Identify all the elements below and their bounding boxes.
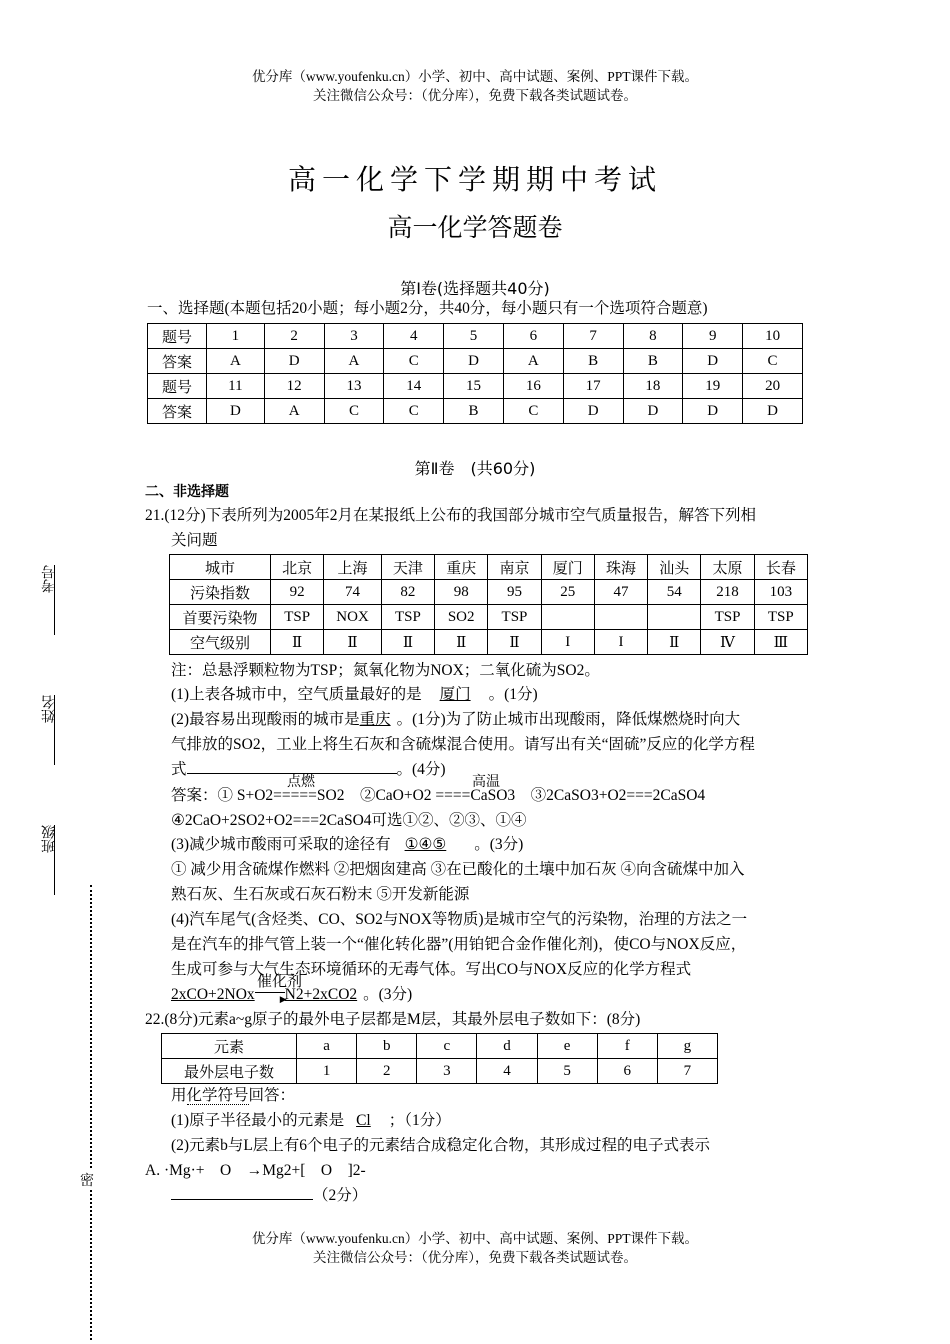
table-cell: 汕头 <box>648 555 701 580</box>
q21-4-answer: 2xCO+2NOx ▶ N2+2xCO2 。(3分) <box>171 986 413 1004</box>
table-cell: 47 <box>594 580 647 605</box>
question-text: (1)原子半径最小的元素是 <box>171 1112 345 1129</box>
answer-line-2: ④2CaO+2SO2+O2===2CaSO4可选①②、②③、①④ <box>171 812 527 829</box>
table-cell: Ⅱ <box>648 630 701 655</box>
table-cell: 1 <box>297 1059 357 1084</box>
answer-text: N2+2xCO2 <box>284 986 358 1003</box>
sidebar-class-line <box>54 825 55 895</box>
table-cell: 北京 <box>271 555 324 580</box>
question-text: ；（1分） <box>388 1112 451 1129</box>
table-cell: 16 <box>503 374 563 399</box>
table-cell: 厦门 <box>541 555 594 580</box>
table-cell: 18 <box>623 374 683 399</box>
q21-3-options-2: 熟石灰、生石灰或石灰石粉末 ⑤开发新能源 <box>171 886 470 903</box>
q22-2: (2)元素b与L层上有6个电子的元素结合成稳定化合物，其形成过程的电子式表示 <box>171 1137 711 1154</box>
table-row <box>148 399 803 424</box>
table-cell: 南京 <box>488 555 541 580</box>
table-cell: D <box>683 349 743 374</box>
condition-catalyst: 催化剂 <box>257 974 303 990</box>
question-text: 。(1分)为了防止城市出现酸雨，降低煤燃烧时向大 <box>396 711 741 728</box>
table-cell: B <box>563 349 623 374</box>
table-cell: I <box>594 630 647 655</box>
table-cell: TSP <box>754 605 807 630</box>
q21-text-1: 21.(12分)下表所列为2005年2月在某报纸上公布的我国部分城市空气质量报告，解答下列相 <box>145 507 756 524</box>
table-cell: 82 <box>381 580 434 605</box>
table-cell <box>648 605 701 630</box>
table-cell: f <box>597 1034 657 1059</box>
table-header: 空气级别 <box>170 630 271 655</box>
sidebar-exam-no-line <box>54 565 55 635</box>
table-cell: c <box>417 1034 477 1059</box>
table-cell: d <box>477 1034 537 1059</box>
table-cell: D <box>207 399 265 424</box>
seal-line <box>90 885 92 1340</box>
table-cell: 2 <box>264 324 324 349</box>
table-cell: 5 <box>537 1059 597 1084</box>
answer-text: 重庆 <box>359 711 391 728</box>
condition-ignite: 点燃 <box>287 775 315 790</box>
table-cell: 17 <box>563 374 623 399</box>
table-cell: NOX <box>324 605 382 630</box>
element-table <box>161 1033 718 1084</box>
sidebar-name-line <box>54 695 55 765</box>
table-cell: 98 <box>435 580 488 605</box>
table-cell: 9 <box>683 324 743 349</box>
table-cell: C <box>384 399 444 424</box>
table-cell: A <box>503 349 563 374</box>
table-cell: 13 <box>324 374 384 399</box>
table-cell: TSP <box>271 605 324 630</box>
table-cell: 3 <box>417 1059 477 1084</box>
table-cell: C <box>324 399 384 424</box>
answer-blank <box>187 759 287 774</box>
part1-instruction: 一、选择题(本题包括20小题；每小题2分，共40分，每小题只有一个选项符合题意) <box>147 300 708 317</box>
answer-text: 2xCO+2NOx <box>171 986 255 1003</box>
table-cell: A <box>207 349 265 374</box>
table-cell: 7 <box>657 1059 717 1084</box>
sidebar-exam-no-label: 考号 <box>42 565 57 593</box>
table-row <box>148 349 803 374</box>
table-cell: 103 <box>754 580 807 605</box>
table-cell <box>594 605 647 630</box>
header-line-1: 优分库（www.youfenku.cn）小学、初中、高中试题、案例、PPT课件下载。 <box>251 69 699 84</box>
table-cell: 8 <box>623 324 683 349</box>
table-header: 题号 <box>148 374 207 399</box>
table-cell: TSP <box>488 605 541 630</box>
table-cell: 长春 <box>754 555 807 580</box>
table-cell: D <box>683 399 743 424</box>
table-row <box>170 630 808 655</box>
table-cell: D <box>444 349 504 374</box>
table-cell: 19 <box>683 374 743 399</box>
table-cell: 珠海 <box>594 555 647 580</box>
table-cell <box>541 605 594 630</box>
table-cell: SO2 <box>435 605 488 630</box>
table-cell: I <box>541 630 594 655</box>
table-cell: 7 <box>563 324 623 349</box>
question-text: 用 <box>171 1087 187 1104</box>
question-text: 式 <box>171 761 187 778</box>
table-row <box>148 374 803 399</box>
question-text: 化学符号 <box>186 1087 249 1104</box>
part1-heading: 第Ⅰ卷(选择题共40分) <box>400 279 550 298</box>
table-row <box>170 580 808 605</box>
header-line-2: 关注微信公众号：（优分库），免费下载各类试题试卷。 <box>313 88 637 103</box>
answer-line-1: 答案：① S+O2=====SO2 ②CaO+O2 ====CaSO3 ③2CaSO3+O2===2CaSO4 <box>171 787 706 804</box>
footer-line-1: 优分库（www.youfenku.cn）小学、初中、高中试题、案例、PPT课件下载。 <box>251 1231 699 1246</box>
table-cell: b <box>357 1034 417 1059</box>
table-header: 元素 <box>162 1034 297 1059</box>
q21-3 <box>171 834 523 856</box>
table-cell: g <box>657 1034 717 1059</box>
sidebar-name <box>40 695 60 723</box>
table-row <box>170 555 808 580</box>
table-cell: 25 <box>541 580 594 605</box>
table-cell: Ⅲ <box>754 630 807 655</box>
table-cell: A <box>264 399 324 424</box>
question-text: 回答： <box>248 1087 296 1104</box>
table-cell: Ⅱ <box>435 630 488 655</box>
table-cell: 10 <box>743 324 803 349</box>
table-cell: Ⅱ <box>488 630 541 655</box>
table-cell: D <box>623 399 683 424</box>
table-cell: C <box>743 349 803 374</box>
table-cell: Ⅳ <box>701 630 754 655</box>
part2-heading: 第Ⅱ卷 (共60分) <box>414 459 536 478</box>
answer-text: ①④⑤ <box>404 836 447 853</box>
city-air-quality-table <box>169 554 808 655</box>
table-cell: D <box>743 399 803 424</box>
table-cell: 重庆 <box>435 555 488 580</box>
table-cell: B <box>444 399 504 424</box>
table-cell: 4 <box>384 324 444 349</box>
table-header: 城市 <box>170 555 271 580</box>
answer-text: Cl <box>356 1112 371 1129</box>
table-cell: 74 <box>324 580 382 605</box>
q21-3-options-1: ① 减少用含硫煤作燃料 ②把烟囱建高 ③在已酸化的土壤中加石灰 ④向含硫煤中加入 <box>171 861 745 878</box>
answer-sheet-title: 高一化学答题卷 <box>387 213 563 242</box>
q21-4-line1: (4)汽车尾气(含烃类、CO、SO2与NOX等物质)是城市空气的污染物，治理的方法之一 <box>171 911 748 928</box>
sidebar-exam-no <box>40 565 60 593</box>
q22-1 <box>171 1110 451 1132</box>
answer-text: 厦门 <box>439 686 471 703</box>
q22-use-symbols <box>171 1085 295 1107</box>
footer-line-2: 关注微信公众号：（优分库），免费下载各类试题试卷。 <box>313 1250 637 1265</box>
q22-formula: A. ·Mg·+ O →Mg2+[ O ]2- <box>145 1162 366 1179</box>
seal-char: 密 <box>80 1170 94 1190</box>
table-cell: Ⅱ <box>324 630 382 655</box>
table-cell: C <box>503 399 563 424</box>
note-text: 注：总悬浮颗粒物为TSP；氮氧化物为NOX；二氧化硫为SO2。 <box>171 662 600 679</box>
table-cell: 3 <box>324 324 384 349</box>
question-text: 。(1分) <box>488 686 538 703</box>
sidebar-class <box>40 825 60 853</box>
exam-title: 高一化学下学期期中考试 <box>287 163 662 196</box>
table-cell: 天津 <box>381 555 434 580</box>
sidebar-class-label: 班级 <box>42 825 57 853</box>
table-cell: 2 <box>357 1059 417 1084</box>
table-cell: 92 <box>271 580 324 605</box>
question-text: (2)最容易出现酸雨的城市是 <box>171 711 360 728</box>
table-cell: 12 <box>264 374 324 399</box>
table-header: 首要污染物 <box>170 605 271 630</box>
table-cell: 11 <box>207 374 265 399</box>
table-cell: A <box>324 349 384 374</box>
table-row <box>162 1059 718 1084</box>
table-cell: 218 <box>701 580 754 605</box>
table-row <box>170 605 808 630</box>
table-row <box>148 324 803 349</box>
mc-answer-table <box>147 323 803 424</box>
table-cell: e <box>537 1034 597 1059</box>
table-header: 答案 <box>148 349 207 374</box>
table-cell: TSP <box>381 605 434 630</box>
q22-2-blank <box>171 1185 367 1207</box>
table-cell: D <box>264 349 324 374</box>
question-text: (3)减少城市酸雨可采取的途径有 <box>171 836 391 853</box>
q21-2 <box>171 709 740 731</box>
question-text: (1)上表各城市中，空气质量最好的是 <box>171 686 422 703</box>
condition-high-temp: 高温 <box>472 775 500 790</box>
question-text: 。(3分) <box>474 836 524 853</box>
table-cell: 15 <box>444 374 504 399</box>
q21-4-line2: 是在汽车的排气管上装一个“催化转化器”(用铂钯合金作催化剂)，使CO与NOX反应， <box>171 936 747 953</box>
table-row <box>162 1034 718 1059</box>
table-cell: 4 <box>477 1059 537 1084</box>
sidebar-name-label: 姓名 <box>42 695 57 723</box>
table-cell: 6 <box>503 324 563 349</box>
table-cell: 54 <box>648 580 701 605</box>
question-text: 。(4分) <box>396 761 446 778</box>
table-cell: Ⅱ <box>271 630 324 655</box>
answer-blank <box>171 1185 313 1200</box>
table-cell: Ⅱ <box>381 630 434 655</box>
q22-text: 22.(8分)元素a~g原子的最外电子层都是M层，其最外层电子数如下：(8分) <box>145 1011 641 1028</box>
table-cell: 上海 <box>324 555 382 580</box>
table-cell: 太原 <box>701 555 754 580</box>
table-cell: a <box>297 1034 357 1059</box>
table-cell: B <box>623 349 683 374</box>
q21-2-line2: 气排放的SO2，工业上将生石灰和含硫煤混合使用。请写出有关“固硫”反应的化学方程 <box>171 736 755 753</box>
question-text: 。(3分) <box>363 986 413 1003</box>
q21-text-2: 关问题 <box>171 532 218 549</box>
table-cell: 6 <box>597 1059 657 1084</box>
table-cell: TSP <box>701 605 754 630</box>
table-header: 最外层电子数 <box>162 1059 297 1084</box>
table-cell: 5 <box>444 324 504 349</box>
table-header: 题号 <box>148 324 207 349</box>
table-header: 污染指数 <box>170 580 271 605</box>
section-heading: 二、非选择题 <box>145 484 229 500</box>
table-cell: 20 <box>743 374 803 399</box>
table-cell: 95 <box>488 580 541 605</box>
question-text: （2分） <box>313 1187 368 1204</box>
table-cell: 14 <box>384 374 444 399</box>
q21-1 <box>171 684 538 706</box>
table-cell: D <box>563 399 623 424</box>
table-cell: C <box>384 349 444 374</box>
q21-4-line3: 生成可参与大气生态环境循环的无毒气体。写出CO与NOX反应的化学方程式 <box>171 961 692 978</box>
table-header: 答案 <box>148 399 207 424</box>
table-cell: 1 <box>207 324 265 349</box>
